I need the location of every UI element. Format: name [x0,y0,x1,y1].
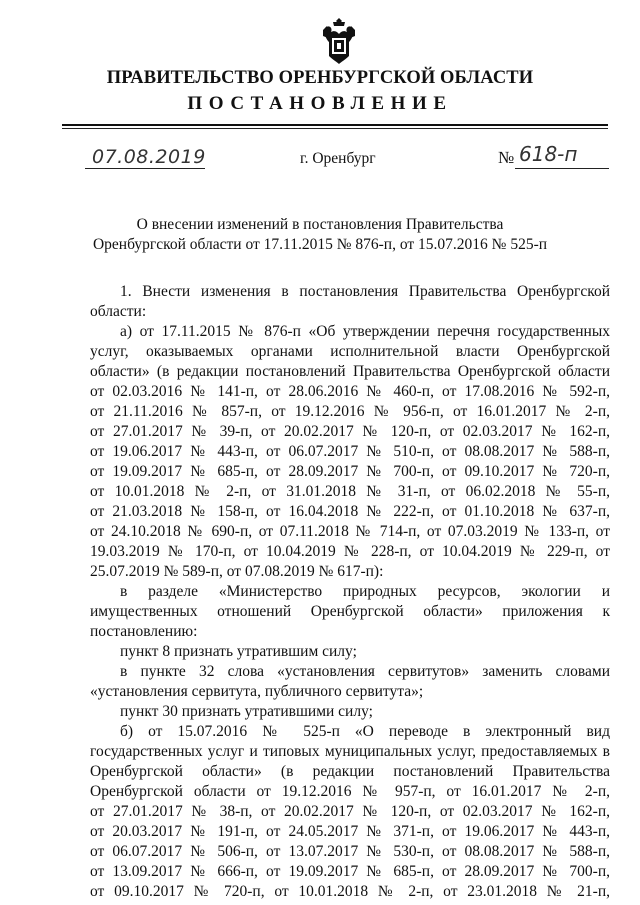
body-line: б) от 15.07.2016 № 525-п «О переводе в электронный вид [120,723,610,740]
body-line: 1. Внести изменения в постановления Правительства Оренбургской [120,283,610,300]
document-number: 618-п [519,142,578,166]
body-line: от 21.11.2016 № 857-п, от 19.12.2016 № 956-п, от 16.01.2017 № 2-п, [90,403,610,420]
body-line: от 02.03.2016 № 141-п, от 28.06.2016 № 460-п, от 17.08.2016 № 592-п, [90,383,610,400]
title-line: Оренбургской области от 17.11.2015 № 876-п, от 15.07.2016 № 525-п [92,236,548,253]
body-line: от 27.01.2017 № 39-п, от 20.02.2017 № 120-п, от 02.03.2017 № 162-п, [90,423,610,440]
body-line: «установления сервитута, публичного сервитута»; [90,683,424,700]
body-line: от 24.10.2018 № 690-п, от 07.11.2018 № 714-п, от 07.03.2019 № 133-п, от [90,523,610,540]
body-line: от 06.07.2017 № 506-п, от 13.07.2017 № 530-п, от 08.08.2017 № 588-п, [90,843,610,860]
body-line: постановлению: [90,623,198,640]
body-line: Оренбургской области» (в редакции постановлений Правительства [90,763,610,780]
body-line: Оренбургской области от 19.12.2016 № 957-п, от 16.01.2017 № 2-п, [90,783,610,800]
body-line: области: [90,303,147,320]
body-line: услуг, оказываемых органами исполнительной власти Оренбургской [90,343,610,360]
body-line: от 27.01.2017 № 38-п, от 20.02.2017 № 120-п, от 02.03.2017 № 162-п, [90,803,610,820]
body-line: а) от 17.11.2015 № 876-п «Об утверждении перечня государственных [120,323,610,340]
number-label: № [498,148,515,167]
body-line: 19.03.2019 № 170-п, от 10.04.2019 № 228-п, от 10.04.2019 № 229-п, от [90,543,610,560]
header-divider [62,124,608,126]
coat-of-arms-icon [319,16,359,66]
body-line: от 09.10.2017 № 720-п, от 10.01.2018 № 2-п, от 23.01.2018 № 21-п, [90,883,610,900]
body-line: имущественных отношений Оренбургской области» приложения к [90,603,610,620]
body-line: пункт 30 признать утратившими силу; [120,703,373,720]
document-title [0,215,640,255]
organization-name: ПРАВИТЕЛЬСТВО ОРЕНБУРГСКОЙ ОБЛАСТИ [106,68,534,88]
date-underline [85,168,205,169]
body-line: пункт 8 признать утратившим силу; [120,643,357,660]
body-line: в пункте 32 слова «установления сервитутов» заменить словами [120,663,610,680]
body-line: 25.07.2019 № 589-п, от 07.08.2019 № 617-п): [90,563,384,580]
body-line: в разделе «Министерство природных ресурсов, экологии и [120,583,610,600]
body-line: государственных услуг и типовых муниципальных услуг, предоставляемых в [90,743,610,760]
number-underline [515,168,609,169]
body-line: от 19.09.2017 № 685-п, от 28.09.2017 № 700-п, от 09.10.2017 № 720-п, [90,463,610,480]
body-line: от 20.03.2017 № 191-п, от 24.05.2017 № 371-п, от 19.06.2017 № 443-п, [90,823,610,840]
title-line: О внесении изменений в постановления Правительства [136,216,504,233]
header-divider-thin [62,128,608,129]
document-city: г. Оренбург [300,150,376,167]
document-date: 07.08.2019 [92,146,206,168]
body-line: области» (в редакции постановлений Правительства Оренбургской области [90,363,610,380]
document-body [90,282,610,902]
body-line: от 10.01.2018 № 2-п, от 31.01.2018 № 31-п, от 06.02.2018 № 55-п, [90,483,610,500]
body-line: от 19.06.2017 № 443-п, от 06.07.2017 № 510-п, от 08.08.2017 № 588-п, [90,443,610,460]
body-line: от 21.03.2018 № 158-п, от 16.04.2018 № 222-п, от 01.10.2018 № 637-п, [90,503,610,520]
document-type: ПОСТАНОВЛЕНИЕ [187,93,453,114]
body-line: от 13.09.2017 № 666-п, от 19.09.2017 № 685-п, от 28.09.2017 № 700-п, [90,863,610,880]
